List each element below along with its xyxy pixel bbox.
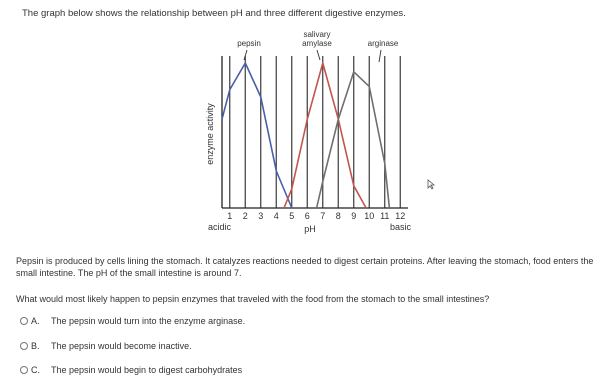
x-tick-label: 10 — [364, 211, 375, 221]
series-label-pepsin: pepsin — [237, 39, 261, 48]
x-tick-label: 4 — [273, 211, 279, 221]
choice-text: The pepsin would begin to digest carbohydrates — [51, 365, 243, 375]
choice-text: The pepsin would become inactive. — [51, 341, 192, 351]
radio-choice-a[interactable] — [20, 317, 28, 325]
choice-a[interactable] — [20, 316, 245, 326]
x-tick-label: 2 — [242, 211, 248, 221]
x-tick-label: 6 — [304, 211, 310, 221]
x-tick-label: 5 — [289, 211, 295, 221]
y-axis-label: enzyme activity — [205, 103, 215, 165]
cursor-icon — [428, 180, 434, 189]
choice-letter: C. — [31, 365, 40, 375]
series-label-amylase-line1: salivary — [303, 30, 331, 39]
choice-text: The pepsin would turn into the enzyme arginase. — [51, 316, 246, 326]
series-label-arginase: arginase — [367, 39, 399, 48]
x-right-label: basic — [390, 222, 412, 232]
x-left-label: acidic — [208, 222, 232, 232]
x-tick-label: 3 — [258, 211, 264, 221]
series-line-3 — [317, 72, 390, 208]
radio-choice-c[interactable] — [20, 366, 28, 374]
x-tick-label: 1 — [227, 211, 233, 221]
series-label-pointer — [317, 50, 320, 60]
passage-text: Pepsin is produced by cells lining the stomach. It catalyzes reactions needed to digest certain proteins. After leaving the stomach, food enters the small intestine. The pH of the small intestine is around 7. — [16, 256, 594, 278]
choice-c[interactable] — [20, 365, 242, 375]
x-tick-label: 11 — [380, 211, 390, 221]
choice-b[interactable] — [20, 341, 192, 351]
x-tick-label: 12 — [395, 211, 406, 221]
series-label-amylase-line2: amylase — [302, 39, 332, 48]
series-line-1 — [222, 63, 292, 208]
radio-choice-b[interactable] — [20, 342, 28, 350]
intro-text: The graph below shows the relationship between pH and three different digestive enzymes. — [22, 8, 406, 19]
choice-letter: A. — [31, 316, 40, 326]
x-tick-label: 9 — [351, 211, 357, 221]
x-tick-label: 8 — [335, 211, 341, 221]
x-axis-label: pH — [304, 224, 316, 234]
choice-letter: B. — [31, 341, 40, 351]
series-label-pointer — [379, 50, 381, 62]
question-text: What would most likely happen to pepsin enzymes that traveled with the food from the stomach to the small intestines? — [16, 294, 490, 304]
x-tick-label: 7 — [320, 211, 326, 221]
